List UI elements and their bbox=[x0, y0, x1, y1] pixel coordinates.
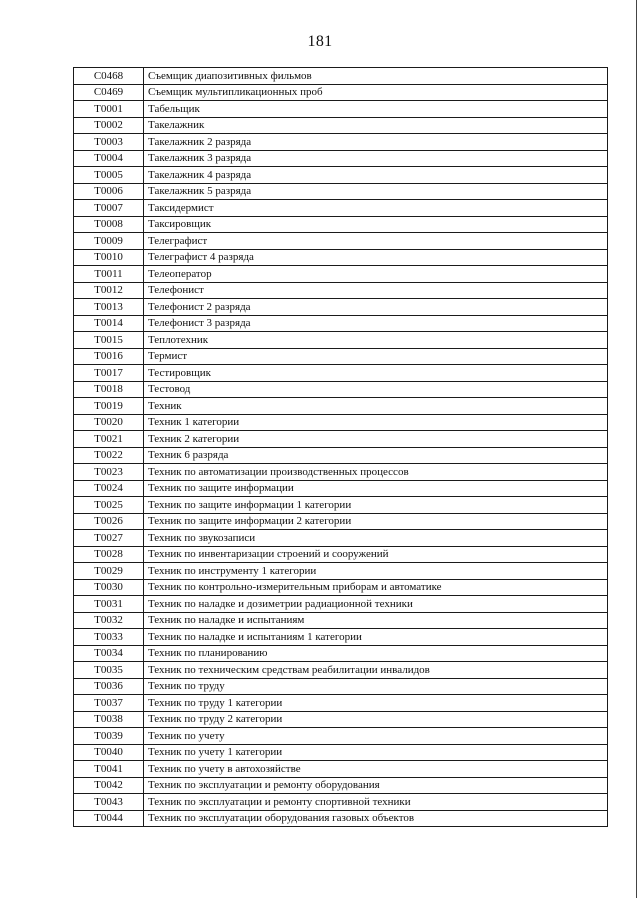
occupation-code-cell: T0005 bbox=[74, 167, 144, 184]
table-row bbox=[74, 497, 608, 514]
occupation-code-cell: T0023 bbox=[74, 464, 144, 481]
occupation-name-cell: Техник по контрольно-измерительным приборам и автоматике bbox=[144, 579, 608, 596]
occupation-code-cell: T0012 bbox=[74, 282, 144, 299]
occupation-code-cell: T0017 bbox=[74, 365, 144, 382]
occupation-name-cell: Техник по учету в автохозяйстве bbox=[144, 761, 608, 778]
occupation-code-cell: T0030 bbox=[74, 579, 144, 596]
table-row bbox=[74, 596, 608, 613]
occupation-name-cell: Телефонист 3 разряда bbox=[144, 315, 608, 332]
table-row bbox=[74, 200, 608, 217]
occupation-code-cell: T0001 bbox=[74, 101, 144, 118]
table-row bbox=[74, 365, 608, 382]
occupation-code-cell: T0026 bbox=[74, 513, 144, 530]
occupation-code-cell: T0008 bbox=[74, 216, 144, 233]
table-row bbox=[74, 282, 608, 299]
occupation-table-container bbox=[73, 67, 608, 827]
occupation-code-cell: T0028 bbox=[74, 546, 144, 563]
occupation-code-cell: C0468 bbox=[74, 68, 144, 85]
occupation-code-cell: T0032 bbox=[74, 612, 144, 629]
table-row bbox=[74, 183, 608, 200]
occupation-name-cell: Техник по учету bbox=[144, 728, 608, 745]
occupation-code-cell: T0041 bbox=[74, 761, 144, 778]
occupation-name-cell: Тестовод bbox=[144, 381, 608, 398]
occupation-name-cell: Съемщик диапозитивных фильмов bbox=[144, 68, 608, 85]
occupation-code-cell: T0018 bbox=[74, 381, 144, 398]
occupation-code-cell: T0031 bbox=[74, 596, 144, 613]
table-row bbox=[74, 480, 608, 497]
occupation-name-cell: Таксидермист bbox=[144, 200, 608, 217]
occupation-name-cell: Теплотехник bbox=[144, 332, 608, 349]
occupation-code-cell: T0022 bbox=[74, 447, 144, 464]
occupation-name-cell: Техник по автоматизации производственных процессов bbox=[144, 464, 608, 481]
table-row bbox=[74, 414, 608, 431]
table-row bbox=[74, 68, 608, 85]
table-row bbox=[74, 711, 608, 728]
occupation-name-cell: Телеграфист 4 разряда bbox=[144, 249, 608, 266]
table-row bbox=[74, 167, 608, 184]
occupation-code-cell: T0036 bbox=[74, 678, 144, 695]
table-row bbox=[74, 381, 608, 398]
table-row bbox=[74, 315, 608, 332]
occupation-name-cell: Техник 6 разряда bbox=[144, 447, 608, 464]
table-row bbox=[74, 744, 608, 761]
table-row bbox=[74, 563, 608, 580]
occupation-code-cell: T0003 bbox=[74, 134, 144, 151]
occupation-code-cell: T0016 bbox=[74, 348, 144, 365]
occupation-name-cell: Телефонист bbox=[144, 282, 608, 299]
occupation-code-cell: T0025 bbox=[74, 497, 144, 514]
table-row bbox=[74, 777, 608, 794]
table-row bbox=[74, 662, 608, 679]
occupation-name-cell: Телефонист 2 разряда bbox=[144, 299, 608, 316]
table-row bbox=[74, 678, 608, 695]
occupation-code-cell: T0043 bbox=[74, 794, 144, 811]
table-row bbox=[74, 150, 608, 167]
occupation-code-cell: T0004 bbox=[74, 150, 144, 167]
occupation-name-cell: Тестировщик bbox=[144, 365, 608, 382]
occupation-code-cell: T0033 bbox=[74, 629, 144, 646]
table-row bbox=[74, 530, 608, 547]
occupation-code-cell: T0044 bbox=[74, 810, 144, 827]
table-row bbox=[74, 249, 608, 266]
occupation-code-cell: T0040 bbox=[74, 744, 144, 761]
occupation-code-cell: C0469 bbox=[74, 84, 144, 101]
occupation-code-cell: T0021 bbox=[74, 431, 144, 448]
occupation-code-cell: T0038 bbox=[74, 711, 144, 728]
table-row bbox=[74, 513, 608, 530]
occupation-name-cell: Техник по эксплуатации и ремонту оборудования bbox=[144, 777, 608, 794]
occupation-code-cell: T0010 bbox=[74, 249, 144, 266]
table-row bbox=[74, 134, 608, 151]
occupation-code-cell: T0014 bbox=[74, 315, 144, 332]
occupation-name-cell: Телеграфист bbox=[144, 233, 608, 250]
occupation-name-cell: Техник по защите информации 2 категории bbox=[144, 513, 608, 530]
table-row bbox=[74, 216, 608, 233]
occupation-code-cell: T0039 bbox=[74, 728, 144, 745]
table-row bbox=[74, 447, 608, 464]
occupation-name-cell: Телеоператор bbox=[144, 266, 608, 283]
table-row bbox=[74, 101, 608, 118]
table-row bbox=[74, 695, 608, 712]
occupation-name-cell: Техник по труду 2 категории bbox=[144, 711, 608, 728]
table-row bbox=[74, 810, 608, 827]
occupation-name-cell: Техник по инвентаризации строений и сооружений bbox=[144, 546, 608, 563]
occupation-name-cell: Техник по наладке и испытаниям 1 категории bbox=[144, 629, 608, 646]
occupation-code-table bbox=[73, 67, 608, 827]
occupation-name-cell: Техник по наладке и испытаниям bbox=[144, 612, 608, 629]
table-row bbox=[74, 645, 608, 662]
occupation-name-cell: Техник по труду 1 категории bbox=[144, 695, 608, 712]
page-number: 181 bbox=[307, 33, 333, 50]
table-row bbox=[74, 728, 608, 745]
table-row bbox=[74, 546, 608, 563]
occupation-name-cell: Такелажник 5 разряда bbox=[144, 183, 608, 200]
occupation-name-cell: Техник по техническим средствам реабилитации инвалидов bbox=[144, 662, 608, 679]
table-row bbox=[74, 233, 608, 250]
table-row bbox=[74, 84, 608, 101]
occupation-code-cell: T0035 bbox=[74, 662, 144, 679]
table-row bbox=[74, 794, 608, 811]
occupation-name-cell: Термист bbox=[144, 348, 608, 365]
occupation-name-cell: Техник по защите информации 1 категории bbox=[144, 497, 608, 514]
page-edge-line bbox=[636, 0, 637, 898]
table-row bbox=[74, 612, 608, 629]
occupation-name-cell: Такелажник bbox=[144, 117, 608, 134]
occupation-code-cell: T0019 bbox=[74, 398, 144, 415]
occupation-code-cell: T0009 bbox=[74, 233, 144, 250]
occupation-name-cell: Техник 1 категории bbox=[144, 414, 608, 431]
occupation-name-cell: Техник 2 категории bbox=[144, 431, 608, 448]
table-row bbox=[74, 266, 608, 283]
occupation-name-cell: Съемщик мультипликационных проб bbox=[144, 84, 608, 101]
table-row bbox=[74, 299, 608, 316]
table-row bbox=[74, 117, 608, 134]
occupation-name-cell: Техник bbox=[144, 398, 608, 415]
occupation-name-cell: Такелажник 4 разряда bbox=[144, 167, 608, 184]
occupation-name-cell: Техник по эксплуатации оборудования газовых объектов bbox=[144, 810, 608, 827]
table-row bbox=[74, 579, 608, 596]
occupation-name-cell: Техник по труду bbox=[144, 678, 608, 695]
occupation-code-cell: T0042 bbox=[74, 777, 144, 794]
occupation-name-cell: Техник по защите информации bbox=[144, 480, 608, 497]
occupation-name-cell: Таксировщик bbox=[144, 216, 608, 233]
table-row bbox=[74, 332, 608, 349]
table-row bbox=[74, 761, 608, 778]
occupation-code-cell: T0029 bbox=[74, 563, 144, 580]
occupation-name-cell: Табельщик bbox=[144, 101, 608, 118]
occupation-code-cell: T0011 bbox=[74, 266, 144, 283]
occupation-code-cell: T0006 bbox=[74, 183, 144, 200]
occupation-name-cell: Техник по учету 1 категории bbox=[144, 744, 608, 761]
occupation-code-cell: T0007 bbox=[74, 200, 144, 217]
occupation-name-cell: Техник по инструменту 1 категории bbox=[144, 563, 608, 580]
occupation-code-cell: T0027 bbox=[74, 530, 144, 547]
occupation-code-cell: T0015 bbox=[74, 332, 144, 349]
occupation-code-cell: T0037 bbox=[74, 695, 144, 712]
occupation-code-cell: T0034 bbox=[74, 645, 144, 662]
occupation-name-cell: Техник по наладке и дозиметрии радиационной техники bbox=[144, 596, 608, 613]
table-body bbox=[74, 68, 608, 827]
occupation-name-cell: Техник по эксплуатации и ремонту спортивной техники bbox=[144, 794, 608, 811]
occupation-name-cell: Такелажник 2 разряда bbox=[144, 134, 608, 151]
table-row bbox=[74, 464, 608, 481]
table-row bbox=[74, 431, 608, 448]
occupation-code-cell: T0024 bbox=[74, 480, 144, 497]
occupation-code-cell: T0013 bbox=[74, 299, 144, 316]
occupation-name-cell: Техник по звукозаписи bbox=[144, 530, 608, 547]
table-row bbox=[74, 348, 608, 365]
occupation-code-cell: T0002 bbox=[74, 117, 144, 134]
occupation-name-cell: Техник по планированию bbox=[144, 645, 608, 662]
occupation-name-cell: Такелажник 3 разряда bbox=[144, 150, 608, 167]
table-row bbox=[74, 629, 608, 646]
occupation-code-cell: T0020 bbox=[74, 414, 144, 431]
table-row bbox=[74, 398, 608, 415]
